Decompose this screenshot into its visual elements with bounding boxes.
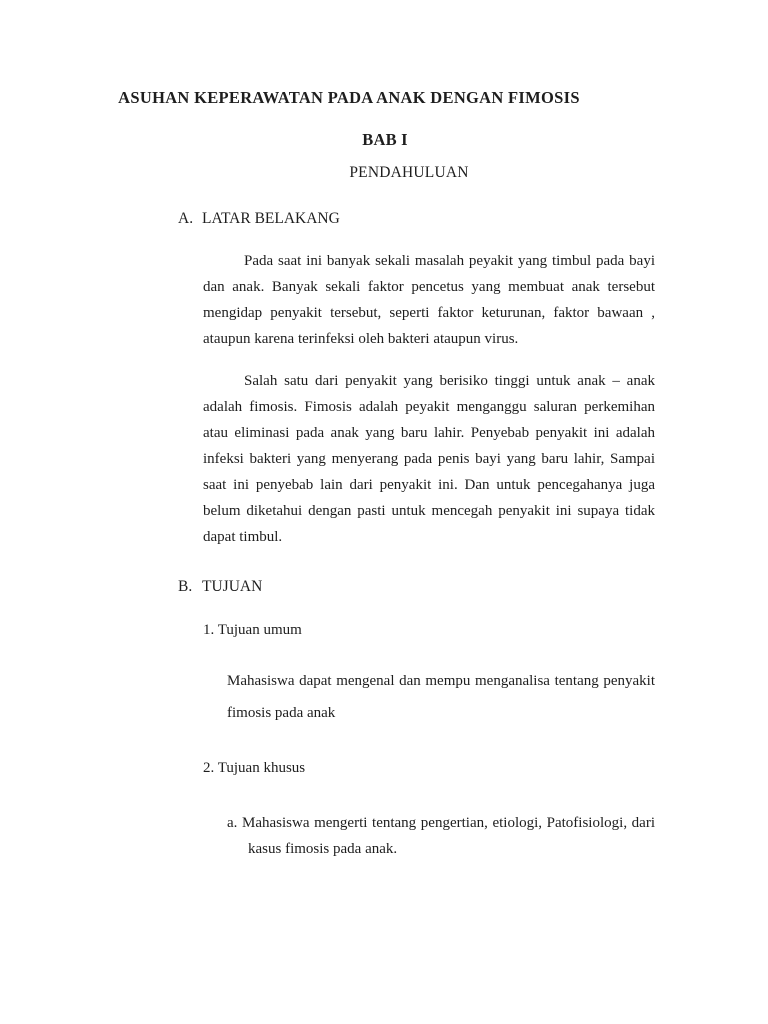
list-item-2-heading [203,758,305,778]
section-a-heading [178,209,340,229]
text-line [227,836,655,862]
text-line-content: a. Mahasiswa mengerti tentang pengertian, etiologi, Patofisiologi, dari [227,815,655,831]
text-line-content: dapat timbul. [203,529,283,545]
document-title-text: ASUHAN KEPERAWATAN PADA ANAK DENGAN FIMOSIS [118,88,580,107]
text-line [227,810,655,836]
document-title [49,88,649,108]
text-line-content: dan anak. Banyak sekali faktor pencetus yang membuat anak tersebut [203,279,655,295]
text-line-content: fimosis pada anak [227,705,336,721]
text-line [227,665,655,697]
text-line-content: mengidap penyakit tersebut, seperti faktor keturunan, faktor bawaan , [203,305,655,321]
text-line-content: infeksi bakteri yang menyerang pada penis bayi yang baru lahir, Sampai [203,451,655,467]
text-line [203,248,655,274]
text-line [203,274,655,300]
list-item-2-text: 2. Tujuan khusus [203,760,306,776]
text-line-content: kasus fimosis pada anak. [248,841,398,857]
text-line-content: saat ini penyebab lain dari penyakit ini. Dan untuk pencegahanya juga [203,477,655,493]
text-line [203,300,655,326]
text-line [227,697,655,729]
text-line [203,472,655,498]
text-line [203,446,655,472]
text-line [203,326,655,352]
list-item-1-text: 1. Tujuan umum [203,622,302,638]
section-b-label: B. [178,578,193,595]
text-line [203,394,655,420]
chapter-heading [85,130,685,150]
paragraph-1 [203,248,655,352]
list-item-a-paragraph [227,810,655,862]
section-a-label: A. [178,210,194,227]
text-line-content: atau eliminasi pada anak yang baru lahir. Penyebab penyakit ini adalah [203,425,655,441]
tujuan-umum-paragraph [227,665,655,729]
text-line-content: Salah satu dari penyakit yang berisiko tinggi untuk anak – anak [244,373,655,389]
text-line-content: belum diketahui dengan pasti untuk mencegah penyakit ini supaya tidak [203,503,655,519]
text-line [203,420,655,446]
text-line-content: Mahasiswa dapat mengenal dan mempu menganalisa tentang penyakit [227,673,655,689]
chapter-heading-text: BAB I [362,130,408,149]
text-line-content: ataupun karena terinfeksi oleh bakteri ataupun virus. [203,331,519,347]
list-item-1-heading [203,620,302,640]
section-b-title: TUJUAN [202,578,263,595]
text-line-content: adalah fimosis. Fimosis adalah peyakit menganggu saluran perkemihan [203,399,655,415]
chapter-subtitle [109,163,709,183]
text-line [203,498,655,524]
section-a-title: LATAR BELAKANG [202,210,340,227]
text-line-content: Pada saat ini banyak sekali masalah peyakit yang timbul pada bayi [244,253,655,269]
text-line [203,368,655,394]
text-line [203,524,655,550]
section-b-heading [178,577,262,597]
paragraph-2 [203,368,655,550]
chapter-subtitle-text: PENDAHULUAN [349,164,469,181]
